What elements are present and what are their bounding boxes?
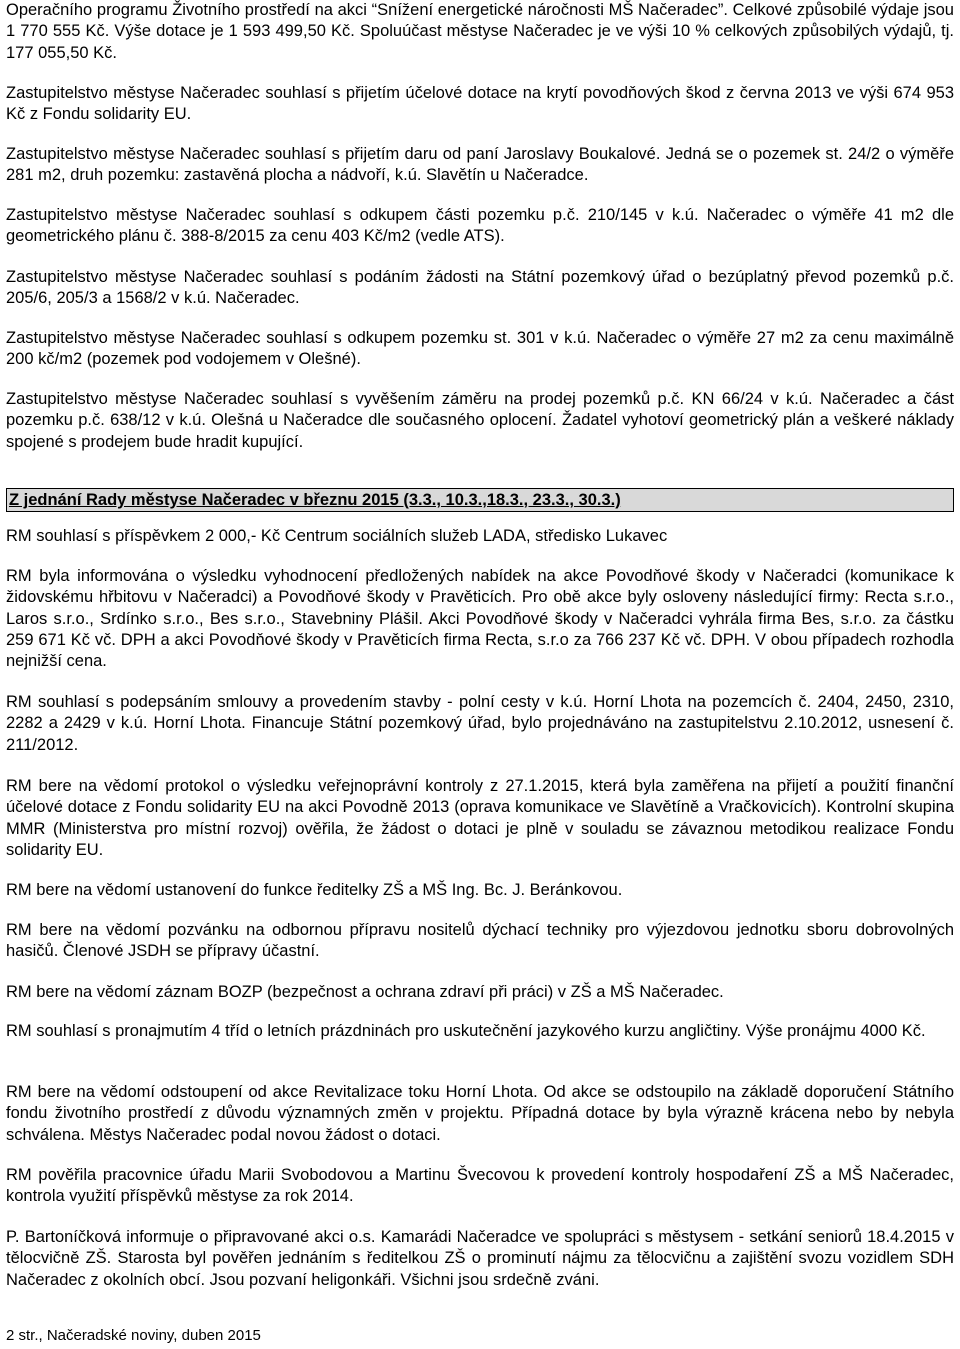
paragraph-revitalizace: RM bere na vědomí odstoupení od akce Revitalizace toku Horní Lhota. Od akce se odstoupilo na základě doporučení Státního fondu životního prostředí z důvodu významných změn v projektu. Případná dotace by byla výrazně krácena nebo by nebyla schválena. Městys Načeradec podal novou žádost o dotaci. [6, 1083, 954, 1144]
paragraph-polni-cesty: RM souhlasí s podepsáním smlouvy a provedením stavby - polní cesty v k.ú. Horní Lhota na pozemcích č. 2404, 2450, 2310, 2282 a 2429 v k.ú. Horní Lhota. Financuje Státní pozemkový úřad, bylo projednáváno na zastupitelstvu 2.10.2012, usnesení č. 211/2012. [6, 693, 954, 754]
paragraph-dar-pozemku: Zastupitelstvo městyse Načeradec souhlasí s přijetím daru od paní Jaroslavy Boukalové. Jedná se o pozemek st. 24/2 o výměře 281 m2, druh pozemku: zastavěná plocha a nádvoří, k.ú. Slavětín u Načeradce. [6, 145, 954, 185]
paragraph-povodnove-skody: RM byla informována o výsledku vyhodnocení předložených nabídek na akce Povodňové škody v Načeradci (komunikace k židovskému hřbitovu v Načeradci) a Povodňové škody v Pravěticích. Pro obě akce byly osloveny následující firmy: Recta s.r.o., Laros s.r.o., Srdínko s.r.o., Bes s.r.o., Stavebniny Plášil. Akci Povodňové škody v Načeradci vyhrála firma Bes, s.r.o. za částku 259 671 Kč vč. DPH a akci Povodňové škody v Pravěticích firma Recta, s.r.o za 766 237 Kč vč. DPH. V obou případech rozhodla nejnižší cena. [6, 567, 954, 671]
paragraph-kontrola-mmr: RM bere na vědomí protokol o výsledku veřejnoprávní kontroly z 27.1.2015, která byla zaměřena na přijetí a použití finanční účelové dotace z Fondu solidarity EU na akci Povodně 2013 (oprava komunikace ve Slavětíně a Vračkovicích). Kontrolní skupina MMR (Ministerstva pro místní rozvoj) ověřila, že žádost o dotaci je plně v souladu se závaznou metodikou realizace Fondu solidarity EU. [6, 777, 954, 859]
paragraph-kontrola-hospodareni: RM pověřila pracovnice úřadu Marii Svobodovou a Martinu Švecovou k provedení kontroly hospodaření ZŠ a MŠ Načeradec, kontrola využití příspěvků městyse za rok 2014. [6, 1166, 954, 1206]
paragraph-odkup-casti-pozemku: Zastupitelstvo městyse Načeradec souhlasí s odkupem části pozemku p.č. 210/145 v k.ú. Načeradec o výměře 41 m2 dle geometrického plánu č. 388-8/2015 za cenu 403 Kč/m2 (vedle ATS). [6, 206, 954, 246]
paragraph-prispevek-lada: RM souhlasí s příspěvkem 2 000,- Kč Centrum sociálních služeb LADA, středisko Lukavec [6, 527, 668, 545]
paragraph-reditelka: RM bere na vědomí ustanovení do funkce ředitelky ZŠ a MŠ Ing. Bc. J. Beránkovou. [6, 881, 623, 899]
section-heading-rada [6, 488, 954, 512]
paragraph-odkup-vodojem: Zastupitelstvo městyse Načeradec souhlasí s odkupem pozemku st. 301 v k.ú. Načeradec o výměře 27 m2 za cenu maximálně 200 kč/m2 (pozemek pod vodojemem v Olešné). [6, 329, 954, 369]
paragraph-fond-solidarity: Zastupitelstvo městyse Načeradec souhlasí s přijetím účelové dotace na krytí povodňových škod z června 2013 ve výši 674 953 Kč z Fondu solidarity EU. [6, 84, 954, 124]
section-heading-text: Z jednání Rady městyse Načeradec v březnu 2015 (3.3., 10.3.,18.3., 23.3., 30.3.) [9, 491, 621, 509]
paragraph-zadost-spu: Zastupitelstvo městyse Načeradec souhlasí s podáním žádosti na Státní pozemkový úřad o bezúplatný převod pozemků p.č. 205/6, 205/3 a 1568/2 v k.ú. Načeradec. [6, 268, 954, 308]
paragraph-pronajem-trid: RM souhlasí s pronajmutím 4 tříd o letních prázdninách pro uskutečnění jazykového kurzu angličtiny. Výše pronájmu 4000 Kč. [6, 1022, 926, 1040]
paragraph-zamer-prodej: Zastupitelstvo městyse Načeradec souhlasí s vyvěšením záměru na prodej pozemků p.č. KN 66/24 v k.ú. Načeradec a část pozemku p.č. 638/12 v k.ú. Olešná u Načeradce dle současného oplocení. Žadatel vyhotoví geometrický plán a veškeré náklady spojené s prodejem bude hradit kupující. [6, 390, 954, 451]
paragraph-dotace-ms: Operačního programu Životního prostředí na akci “Snížení energetické náročnosti MŠ Načeradec”. Celkové způsobilé výdaje jsou 1 770 555 Kč. Výše dotace je 1 593 499,50 Kč. Spoluúčast městyse Načeradec je ve výši 10 % celkových způsobilých výdajů, tj. 177 055,50 Kč. [6, 1, 954, 62]
page-footer: 2 str., Načeradské noviny, duben 2015 [6, 1327, 261, 1344]
paragraph-bozp: RM bere na vědomí záznam BOZP (bezpečnost a ochrana zdraví při práci) v ZŠ a MŠ Načeradec. [6, 983, 724, 1001]
paragraph-hasici: RM bere na vědomí pozvánku na odbornou přípravu nositelů dýchací techniky pro výjezdovou jednotku sboru dobrovolných hasičů. Členové JSDH se přípravy účastní. [6, 921, 954, 961]
paragraph-setkani-senioru: P. Bartoníčková informuje o připravované akci o.s. Kamarádi Načeradce ve spolupráci s městysem - setkání seniorů 18.4.2015 v tělocvičně ZŠ. Starosta byl pověřen jednáním s ředitelkou ZŠ o prominutí nájmu za tělocvičnu a zajištění svozu vozidlem SDH Načeradec z okolních obcí. Jsou pozvaní heligonkáři. Všichni jsou srdečně zváni. [6, 1228, 954, 1289]
